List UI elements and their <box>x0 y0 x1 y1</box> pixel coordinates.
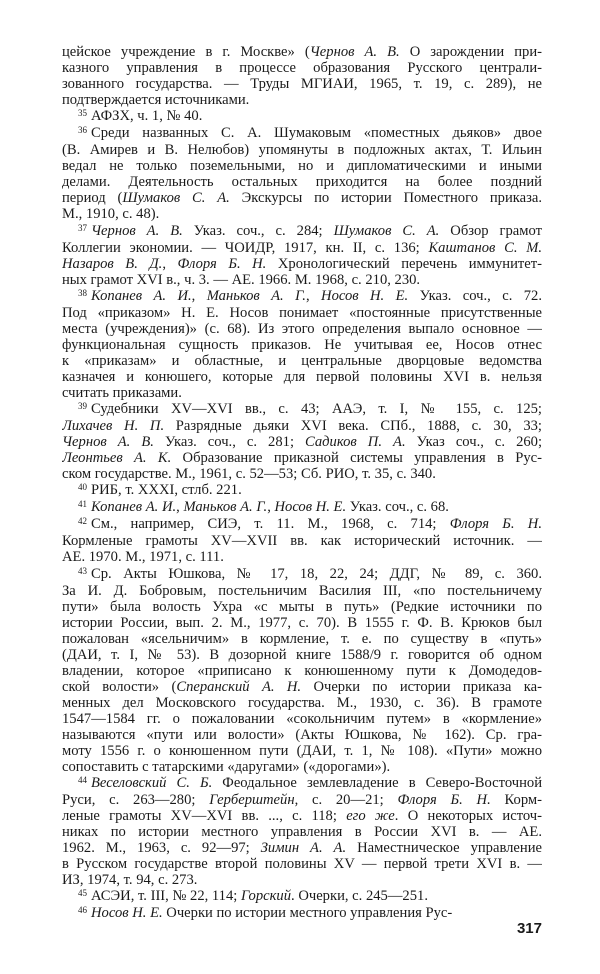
footnote-line: $^{35}$ АФЗХ, ч. 1, № 40. <box>78 108 203 125</box>
page-number: 317 <box>516 920 542 937</box>
footnote-line: $^{42}$ См., например, СИЭ, т. 11. М., 1968, с. 714; Флоря Б. Н. <box>78 516 542 533</box>
footnote-number: 42 <box>78 516 87 527</box>
footnote-line: леные грамоты XV—XVI вв. ..., с. 118; его же. О некоторых источ- <box>62 808 542 825</box>
footnote-line: моту 1556 г. о конюшенном пути (ДАИ, т. 1, № 108). «Пути» можно <box>62 743 542 760</box>
footnote-line: ском государстве. М., 1961, с. 52—53; Сб. РИО, т. 35, с. 340. <box>62 466 436 483</box>
footnote-number: 46 <box>78 905 87 916</box>
footnote-line: цейское учреждение в г. Москве» (Чернов А. В. О зарождении при- <box>62 44 542 60</box>
footnote-line: Кормленые грамоты XV—XVII вв. как исторический источник. — <box>62 533 542 550</box>
footnote-line: Коллегии экономии. — ЧОИДР, 1917, кн. II, с. 136; Каштанов С. М. <box>62 239 542 256</box>
footnote-line: казного управления в процессе образования Русского централи- <box>62 60 542 77</box>
footnote-line: За И. Д. Бобровым, постельничим Василия III, «по постельничему <box>62 582 542 599</box>
footnote-line: Назаров В. Д., Флоря Б. Н. Хронологический перечень иммунитет- <box>62 255 542 272</box>
footnotes-page <box>62 44 542 923</box>
footnote-line: Чернов А. В. Указ. соч., с. 281; Садиков П. А. Указ соч., с. 260; <box>62 434 542 451</box>
footnote-line: $^{44}$ Веселовский С. Б. Феодальное землевладение в Северо-Восточной <box>78 775 542 792</box>
footnote-number: 36 <box>78 125 87 136</box>
footnote-line: $^{46}$ Носов Н. Е. Очерки по истории местного управления Рус- <box>78 905 453 922</box>
footnote-line: менных дел Московского государства. М., 1930, с. 36). В грамоте <box>62 694 542 711</box>
footnote-number: 41 <box>78 499 87 510</box>
footnote-number: 45 <box>78 888 87 899</box>
footnote-number: 38 <box>78 287 87 298</box>
footnote-line: (В. Амирев и В. Нелюбов) упомянуты в подложных актах, Т. Ильин <box>62 142 542 159</box>
footnote-line: М., 1910, с. 48). <box>62 206 160 223</box>
footnote-line: ведал не только поземельными, но и дипломатическими и иными <box>62 158 542 175</box>
footnote-line: называются «пути или волости» (Акты Юшкова, № 162). Ср. гра- <box>62 726 542 743</box>
footnote-line: пути» была волость Ухра «с мыты в путь» (Редкие источники по <box>62 598 542 615</box>
footnote-number: 35 <box>78 108 87 119</box>
footnote-line: Руси, с. 263—280; Герберштейн, с. 20—21; Флоря Б. Н. Корм- <box>62 792 542 809</box>
footnote-number: 39 <box>78 401 87 412</box>
footnote-number: 43 <box>78 565 87 576</box>
footnote-line: Под «приказом» Н. Е. Носов понимает «постоянные присутственные <box>62 304 542 321</box>
footnote-line: делами. Деятельность остальных приходится на более поздний <box>62 174 542 191</box>
footnote-line: места (учреждения)» (с. 68). Из этого определения выпало основное — <box>62 320 542 337</box>
footnote-line: 1547—1584 гг. о пожаловании «сокольничим путем» в «кормление» <box>62 710 542 727</box>
footnote-line: подтверждается источниками. <box>62 92 250 109</box>
footnote-line: в Русском государстве второй половины XV — первой трети XVI в. — <box>62 856 542 873</box>
footnote-line: ской волости» (Сперанский А. Н. Очерки по истории приказа ка- <box>62 678 542 695</box>
footnote-line: $^{40}$ РИБ, т. XXXI, стлб. 221. <box>78 482 242 499</box>
footnote-line: к «приказам» и областные, и центральные дворцовые ведомства <box>62 352 542 369</box>
footnote-line: считать приказами. <box>62 384 182 401</box>
footnote-number: 44 <box>78 775 87 786</box>
footnote-line: ных грамот XVI в., ч. 3. — АЕ. 1966. М. 1968, с. 210, 230. <box>62 271 421 288</box>
footnote-line: Леонтьев А. К. Образование приказной системы управления в Рус- <box>62 450 542 467</box>
footnote-line: казначея и конюшего, которые для первой половины XVI в. нельзя <box>62 368 542 385</box>
footnote-line: 1962. М., 1963, с. 92—97; Зимин А. А. Наместническое управление <box>62 840 542 857</box>
footnote-line: никах по истории местного управления в России XVI в. — АЕ. <box>62 824 542 841</box>
footnote-number: 37 <box>78 222 87 233</box>
footnote-line: ИЗ, 1974, т. 94, с. 273. <box>62 872 198 889</box>
footnote-line: пожалован «ясельничим» в кормление, т. е. по существу в «путь» <box>62 630 542 647</box>
footnote-line: $^{43}$ Ср. Акты Юшкова, № 17, 18, 22, 24; ДДГ, № 89, с. 360. <box>78 565 542 582</box>
footnote-line: период (Шумаков С. А. Экскурсы по истории Поместного приказа. <box>62 190 542 207</box>
footnote-line: АЕ. 1970. М., 1971, с. 111. <box>62 549 224 566</box>
footnote-line: истории России, вып. 2. М., 1977, с. 70). В 1555 г. Ф. В. Крюков был <box>62 614 542 631</box>
footnote-number: 40 <box>78 482 87 493</box>
footnote-line: владении, которое «приписано к конюшенному пути к Домодедов- <box>62 662 542 679</box>
footnote-line: сопоставить с татарскими «даругами» («дорогами»). <box>62 759 391 776</box>
footnote-line: зованного государства. — Труды МГИАИ, 1965, т. 19, с. 289), не <box>62 76 542 93</box>
footnote-line: $^{41}$ Копанев А. И., Маньков А. Г., Носов Н. Е. Указ. соч., с. 68. <box>78 499 449 516</box>
footnote-line: (ДАИ, т. I, № 53). В дозорной книге 1588/9 г. говорится об одном <box>62 646 542 663</box>
footnote-line: Лихачев Н. П. Разрядные дьяки XVI века. СПб., 1888, с. 30, 33; <box>62 418 542 435</box>
footnote-line: $^{38}$ Копанев А. И., Маньков А. Г., Носов Н. Е. Указ. соч., с. 72. <box>78 287 542 304</box>
footnote-line: $^{45}$ АСЭИ, т. III, № 22, 114; Горский. Очерки, с. 245—251. <box>78 888 428 905</box>
footnote-line: функциональная сущность приказов. Не учитывая ее, Носов отнес <box>62 336 542 353</box>
footnote-line: $^{36}$ Среди названных С. А. Шумаковым «поместных дьяков» двое <box>78 125 542 142</box>
footnote-line: $^{37}$ Чернов А. В. Указ. соч., с. 284; Шумаков С. А. Обзор грамот <box>78 222 542 239</box>
footnote-line: $^{39}$ Судебники XV—XVI вв., с. 43; ААЭ, т. I, № 155, с. 125; <box>78 401 542 418</box>
